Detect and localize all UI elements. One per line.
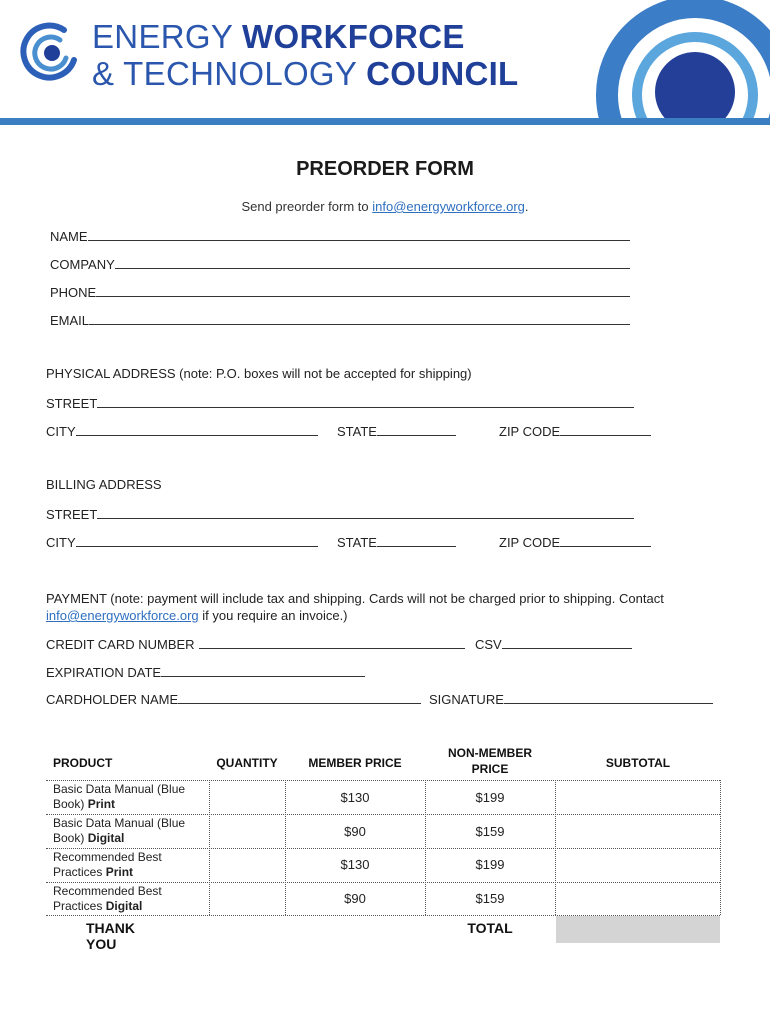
member-price: $130 (340, 790, 370, 805)
credit-card-number-field[interactable]: CREDIT CARD NUMBER (46, 634, 465, 652)
non-member-price: $159 (475, 891, 505, 906)
quantity-input[interactable] (210, 849, 285, 882)
non-member-price: $199 (475, 790, 505, 805)
org-name-line-2: & TECHNOLOGY COUNCIL (92, 55, 519, 92)
total-label: TOTAL (467, 920, 513, 936)
header-non-member-price: NON-MEMBER PRICE (448, 746, 532, 776)
page-title: PREORDER FORM (296, 158, 474, 180)
billing-zip-field[interactable]: ZIP CODE (499, 532, 651, 550)
header-subtotal: SUBTOTAL (605, 756, 671, 770)
product-name: Basic Data Manual (Blue Book) Digital (53, 816, 186, 845)
physical-street-field[interactable]: STREET (46, 393, 634, 411)
non-member-price: $159 (475, 824, 505, 839)
quantity-input[interactable] (210, 781, 285, 814)
physical-city-field[interactable]: CITY (46, 421, 318, 439)
invoice-email-link[interactable]: info@energyworkforce.org (46, 608, 199, 623)
subtotal-input[interactable] (556, 883, 720, 915)
member-price: $90 (344, 824, 366, 839)
subtotal-input[interactable] (556, 781, 720, 814)
decorative-rings-graphic (555, 0, 770, 118)
physical-state-field[interactable]: STATE (337, 421, 456, 439)
header-member-price: MEMBER PRICE (308, 756, 402, 770)
member-price: $130 (340, 857, 370, 872)
send-instructions: Send preorder form to info@energyworkforce.org. (241, 199, 529, 214)
header-product: PRODUCT (53, 756, 113, 770)
council-logo-icon (18, 20, 82, 84)
product-name: Basic Data Manual (Blue Book) Print (53, 782, 186, 811)
name-field[interactable]: NAME (50, 226, 630, 244)
thank-you-text: THANK YOU (86, 920, 135, 952)
header-quantity: QUANTITY (216, 756, 278, 770)
physical-address-heading: PHYSICAL ADDRESS (note: P.O. boxes will not be accepted for shipping) (46, 366, 472, 381)
email-field[interactable]: EMAIL (50, 310, 630, 328)
quantity-input[interactable] (210, 815, 285, 848)
signature-field[interactable]: SIGNATURE (429, 689, 713, 707)
cardholder-name-field[interactable]: CARDHOLDER NAME (46, 689, 421, 707)
total-field[interactable] (556, 916, 720, 943)
non-member-price: $199 (475, 857, 505, 872)
email-link[interactable]: info@energyworkforce.org (372, 199, 525, 214)
member-price: $90 (344, 891, 366, 906)
csv-field[interactable]: CSV (475, 634, 632, 652)
billing-street-field[interactable]: STREET (46, 504, 634, 522)
org-name-line-1: ENERGY WORKFORCE (92, 18, 465, 55)
letterhead (0, 0, 770, 126)
phone-field[interactable]: PHONE (50, 282, 630, 300)
quantity-input[interactable] (210, 883, 285, 915)
company-field[interactable]: COMPANY (50, 254, 630, 272)
subtotal-input[interactable] (556, 815, 720, 848)
product-name: Recommended Best Practices Print (53, 850, 162, 879)
expiration-date-field[interactable]: EXPIRATION DATE (46, 662, 365, 680)
payment-note: PAYMENT (note: payment will include tax and shipping. Cards will not be charged prior to shipping. Contact info@energyworkforce.org if you require an invoice.) (46, 591, 664, 623)
billing-address-heading: BILLING ADDRESS (46, 477, 162, 492)
product-name: Recommended Best Practices Digital (53, 884, 162, 913)
header-rule (0, 118, 770, 125)
billing-state-field[interactable]: STATE (337, 532, 456, 550)
subtotal-input[interactable] (556, 849, 720, 882)
billing-city-field[interactable]: CITY (46, 532, 318, 550)
physical-zip-field[interactable]: ZIP CODE (499, 421, 651, 439)
column-divider (720, 780, 721, 915)
